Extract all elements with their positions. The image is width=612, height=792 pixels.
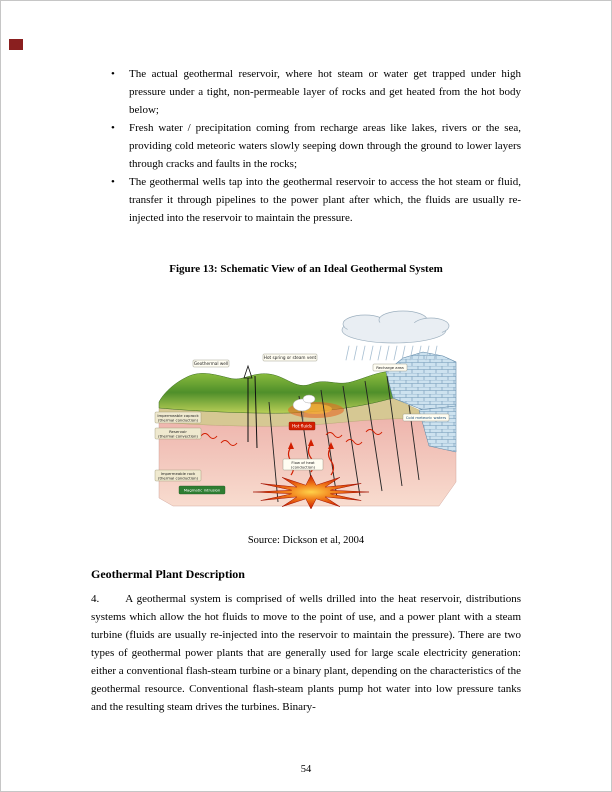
page-content: [91, 65, 521, 716]
svg-text:Recharge area: Recharge area: [376, 365, 404, 371]
svg-text:Magmatic intrusion: Magmatic intrusion: [183, 487, 221, 493]
bullet-marker: •: [111, 176, 115, 188]
svg-text:Hot fluids: Hot fluids: [292, 423, 312, 429]
svg-text:(thermal conduction): (thermal conduction): [158, 417, 198, 423]
label-cold-meteoric-waters: [403, 414, 449, 421]
bullet-item: [91, 65, 521, 119]
page-number: 54: [300, 764, 312, 775]
svg-text:Impermeable rock: Impermeable rock: [160, 470, 196, 476]
cloud-icon: [342, 311, 449, 343]
label-hot-fluids: [289, 422, 315, 430]
bullet-marker: •: [111, 122, 115, 134]
label-geothermal-well: [193, 360, 229, 367]
bullet-text: The geothermal wells tap into the geothermal reservoir to access the hot steam or fluid, transfer it through pipelines to the power plant after which, the fluids are usually re-injected into the reservoir to maintain the pressure.: [129, 176, 521, 224]
svg-text:(thermal conduction): (thermal conduction): [158, 475, 198, 481]
svg-text:Reservoir: Reservoir: [169, 428, 187, 434]
label-recharge-area: [373, 364, 407, 371]
svg-text:Impermeable caprock: Impermeable caprock: [157, 412, 199, 418]
label-impermeable-caprock: [155, 412, 201, 423]
section-heading: Geothermal Plant Description: [91, 567, 245, 581]
svg-text:Hot spring or steam vent: Hot spring or steam vent: [263, 355, 317, 361]
corner-mark: [9, 39, 23, 50]
geothermal-schematic: [151, 310, 461, 515]
svg-text:(conduction): (conduction): [291, 464, 315, 470]
paragraph-text: A geothermal system is comprised of wells drilled into the heat reservoir, distributions systems which allow the hot fluids to move to the point of use, and a power plant with a steam turbine (fluids are usually re-injected into the reservoir to maintain the pressure). There are two types of geothermal power plants that are generally used for large scale electricity generation: either a conventional flash-steam turbine or a binary plant, depending on the characteristics of the geothermal resource. Conventional flash-steam plants pump hot water into low pressure tanks and the resulting steam drives the turbines. Binary-: [91, 593, 521, 713]
figure-image: [91, 310, 521, 520]
figure-caption: Figure 13: Schematic View of an Ideal Geothermal System: [169, 263, 443, 275]
bullet-item: [91, 173, 521, 227]
bullet-text: The actual geothermal reservoir, where hot steam or water get trapped under high pressure under a tight, non-permeable layer of rocks and get heated from the hot body below;: [129, 68, 521, 116]
figure-source: Source: Dickson et al, 2004: [247, 535, 365, 546]
label-flow-of-heat: [283, 459, 323, 470]
svg-text:Cold meteoric waters: Cold meteoric waters: [405, 415, 447, 421]
bullet-marker: •: [111, 68, 115, 80]
svg-text:Flow of heat: Flow of heat: [291, 459, 315, 465]
label-magmatic-intrusion: [179, 486, 225, 494]
label-reservoir: [155, 428, 201, 439]
body-paragraph: [91, 590, 521, 716]
label-impermeable-rock: [155, 470, 201, 481]
bullet-text: Fresh water / precipitation coming from recharge areas like lakes, rivers or the sea, providing cold meteoric waters slowly seeping down through the ground to lower layers through cracks and faults in the rocks;: [129, 122, 521, 170]
bullet-item: [91, 119, 521, 173]
label-hot-spring: [263, 354, 317, 361]
paragraph-number: 4.: [91, 593, 100, 605]
svg-text:Geothermal well: Geothermal well: [193, 361, 229, 367]
svg-text:(thermal convection): (thermal convection): [158, 433, 198, 439]
bullet-list: [91, 65, 521, 227]
